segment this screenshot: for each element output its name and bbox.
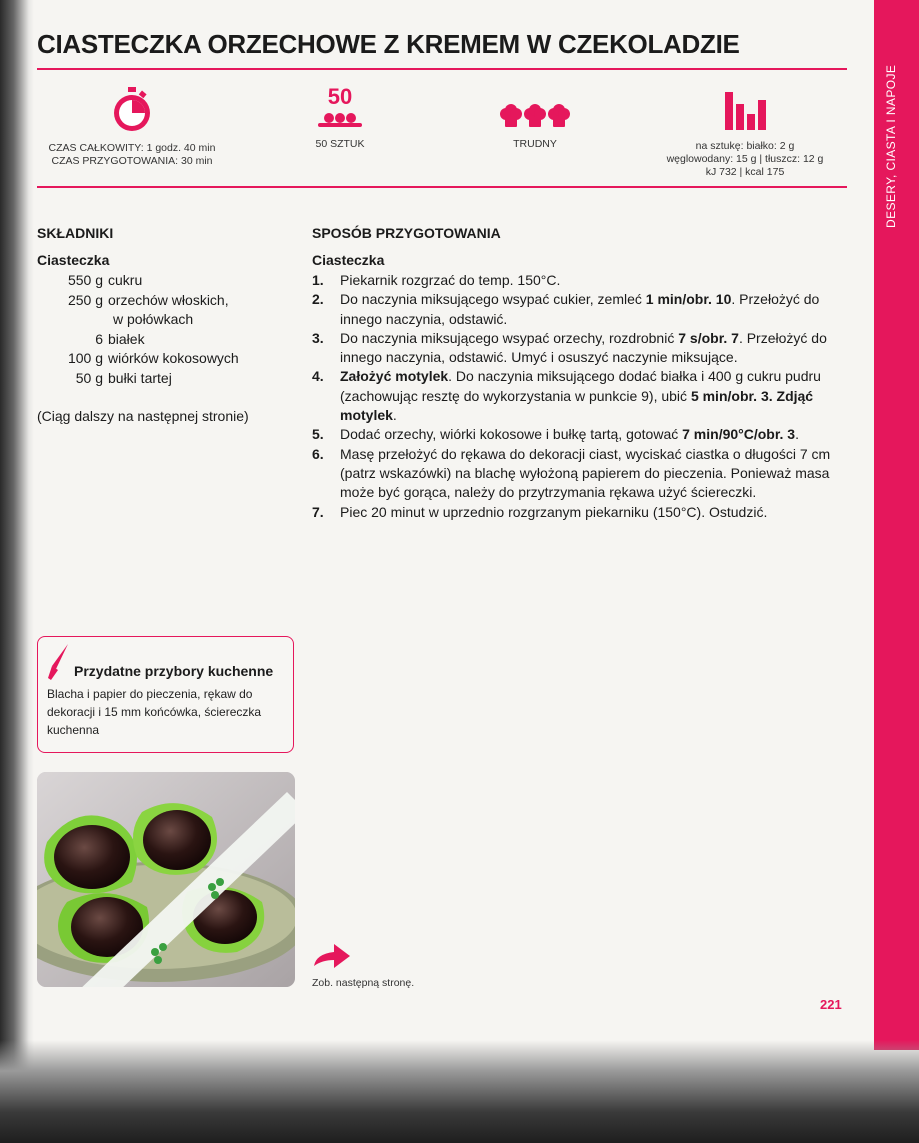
servings-info bbox=[295, 86, 385, 151]
step-text: Założyć motylek. Do naczynia miksującego dodać białka i 400 g cukru pudru (zachowując resztę do wykorzystania w punkcie 9), ubić 5 min/obr. 3. Zdjąć motylek. bbox=[340, 368, 821, 424]
bar-chart-icon bbox=[723, 90, 767, 132]
ingredients-group: Ciasteczka bbox=[37, 252, 110, 268]
method-step bbox=[312, 425, 847, 444]
method-group: Ciasteczka bbox=[312, 252, 385, 268]
step-text: Piekarnik rozgrzać do temp. 150°C. bbox=[340, 272, 561, 288]
method-step bbox=[312, 329, 847, 368]
step-number: 7. bbox=[312, 503, 324, 520]
ingredients-heading: SKŁADNIKI bbox=[37, 225, 114, 241]
step-number: 2. bbox=[312, 291, 324, 308]
total-time: CZAS CAŁKOWITY: 1 godz. 40 min bbox=[48, 142, 216, 154]
ingredient-item bbox=[37, 330, 287, 350]
nutrition-line1: na sztukę: białko: 2 g bbox=[695, 140, 795, 152]
ingredient-amount: 6 bbox=[95, 330, 103, 347]
ingredient-name: cukru bbox=[108, 272, 143, 288]
ingredient-item bbox=[37, 349, 287, 369]
method-step bbox=[312, 503, 847, 522]
method-step bbox=[312, 367, 847, 425]
step-number: 6. bbox=[312, 445, 324, 462]
ingredient-name-cont: w połówkach bbox=[113, 311, 194, 327]
section-label: DESERY, CIASTA I NAPOJE bbox=[884, 64, 898, 228]
tools-body: Blacha i papier do pieczenia, rękaw do dekoracji i 15 mm końcówka, ściereczka kuchenna bbox=[47, 687, 262, 737]
ingredient-name: wiórków kokosowych bbox=[108, 350, 239, 366]
divider-bottom bbox=[37, 186, 847, 188]
page-bottom-shadow bbox=[0, 1040, 919, 1143]
method-step bbox=[312, 271, 847, 290]
ingredient-amount: 250 g bbox=[67, 291, 103, 308]
step-text: Dodać orzechy, wiórki kokosowe i bułkę tartą, gotować 7 min/90°C/obr. 3. bbox=[340, 426, 799, 443]
step-text: Piec 20 minut w uprzednio rozgrzanym piekarniku (150°C). Ostudzić. bbox=[340, 503, 768, 520]
tools-title: Przydatne przybory kuchenne bbox=[74, 663, 274, 679]
step-number: 3. bbox=[312, 329, 324, 346]
ingredients-list bbox=[37, 271, 287, 388]
step-text: Do naczynia miksującego wsypać cukier, zemleć 1 min/obr. 10. Przełożyć do innego naczynia, odstawić. bbox=[340, 291, 820, 327]
servings-number: 50 bbox=[327, 84, 353, 109]
ingredient-item bbox=[37, 291, 287, 311]
cookies-photo bbox=[37, 772, 295, 987]
nutrition-info bbox=[645, 90, 845, 179]
method-heading: SPOSÓB PRZYGOTOWANIA bbox=[312, 225, 501, 241]
tray-icon bbox=[314, 108, 366, 130]
tools-box bbox=[37, 636, 294, 753]
page-binding-shadow bbox=[0, 0, 34, 1143]
continued-note: (Ciąg dalszy na następnej stronie) bbox=[37, 408, 249, 424]
ingredient-amount: 50 g bbox=[75, 369, 103, 386]
ingredient-amount: 550 g bbox=[67, 272, 103, 288]
step-text: Do naczynia miksującego wsypać orzechy, rozdrobnić 7 s/obr. 7. Przełożyć do innego naczynia, odstawić. Umyć i osuszyć naczynie miksujące. bbox=[340, 329, 827, 366]
difficulty-info bbox=[490, 104, 580, 151]
divider-top bbox=[37, 68, 847, 70]
ingredient-item bbox=[37, 369, 287, 389]
step-number: 4. bbox=[312, 368, 324, 385]
nutrition-line2: węglowodany: 15 g | tłuszcz: 12 g bbox=[666, 153, 824, 165]
step-number: 1. bbox=[312, 272, 324, 288]
see-next-page: Zob. następną stronę. bbox=[312, 977, 415, 989]
knife-icon bbox=[46, 642, 76, 682]
ingredient-name: bułki tartej bbox=[108, 369, 172, 386]
method-steps bbox=[312, 271, 847, 522]
cookies-photo-art bbox=[37, 772, 295, 987]
step-number: 5. bbox=[312, 426, 324, 443]
page-number: 221 bbox=[820, 997, 842, 1012]
prep-time: CZAS PRZYGOTOWANIA: 30 min bbox=[51, 155, 213, 167]
ingredient-amount: 100 g bbox=[67, 350, 103, 366]
arrow-right-icon bbox=[312, 940, 352, 970]
time-info bbox=[37, 86, 227, 168]
stopwatch-icon bbox=[109, 86, 155, 134]
ingredient-item bbox=[37, 271, 287, 291]
ingredient-name: orzechów włoskich, bbox=[108, 291, 229, 308]
servings-label: 50 SZTUK bbox=[315, 138, 365, 150]
step-text: Masę przełożyć do rękawa do dekoracji ciast, wyciskać ciastka o długości 7 cm (patrz wskazówki) na blachę wyłożoną papierem do pieczenia. Ponieważ masa może być gorąca, należy do przytrzymania rękawa użyć ściereczki. bbox=[340, 445, 831, 501]
ingredient-name: białek bbox=[108, 330, 145, 347]
chef-hats-icon bbox=[497, 104, 573, 130]
method-step bbox=[312, 445, 847, 503]
method-step bbox=[312, 290, 847, 329]
nutrition-line3: kJ 732 | kcal 175 bbox=[705, 166, 785, 178]
recipe-title: CIASTECZKA ORZECHOWE Z KREMEM W CZEKOLADZIE bbox=[37, 29, 740, 59]
difficulty-label: TRUDNY bbox=[513, 138, 557, 150]
